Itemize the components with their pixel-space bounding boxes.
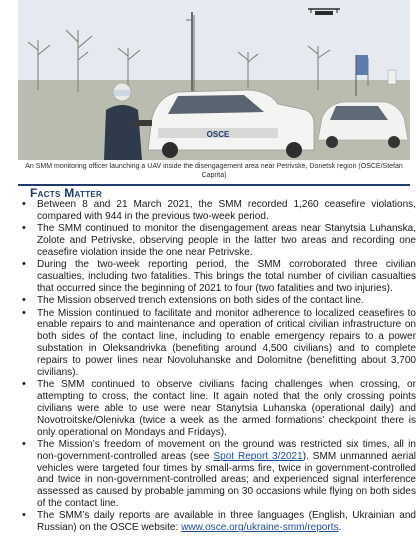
fact-item: • The Mission continued to facilitate and monitor adherence to localized ceasefires to enable repairs to and maintenance and operation of critical civilian infrastructure on both sides of the contact line, including to enable emergency repairs to a power substation in Oleksandrivka (benefiting around 4,500 civilians) and to complete repairs to power lines near Novoluhanske and Dolomitne (benefitting about 3,700 civilians). xyxy=(18,308,416,379)
fact-item: • Between 8 and 21 March 2021, the SMM recorded 1,260 ceasefire violations, compared with 944 in the previous two-week period. xyxy=(18,199,416,223)
fact-item xyxy=(18,510,416,534)
fact-text: ). SMM unmanned aerial vehicles were targeted four times by small-arms fire, twice in government-controlled and twice in non-government-controlled areas; and experienced signal interference assessed as caused by probable jamming on 30 occasions while flying on both sides of the contact line. xyxy=(37,450,417,510)
facts-list xyxy=(18,199,416,535)
fact-item: • The SMM continued to monitor the disengagement areas near Stanytsia Luhanska, Zolote and Petrivske, observing people in the latter two areas and recording one ceasefire violation inside the one near Petrivske. xyxy=(18,223,416,259)
photo-illustration xyxy=(18,0,410,160)
svg-text:OSCE: OSCE xyxy=(206,130,230,139)
section-title: Facts Matter xyxy=(30,186,103,200)
spot-report-link[interactable]: Spot Report 3/2021 xyxy=(213,450,303,462)
reports-website-link[interactable]: www.osce.org/ukraine-smm/reports xyxy=(181,522,339,534)
fact-item xyxy=(18,439,416,510)
fact-text: The SMM’s daily reports are available in three languages (English, Ukrainian and Russian) on the OSCE website: xyxy=(37,510,416,534)
fact-item: • The SMM continued to observe civilians facing challenges when crossing, or attempting to cross, the contact line. It again noted that the only crossing points civilians were able to use were near Stanytsia Luhanska (operational daily) and Novotroitske/Olenivka (twice a week as the armed formations’ checkpoint there is only operational on Mondays and Fridays). xyxy=(18,379,416,438)
fact-item: • The Mission observed trench extensions on both sides of the contact line. xyxy=(18,295,416,307)
photo-caption: An SMM monitoring officer launching a UAV inside the disengagement area near Petrivske, Donetsk region (OSCE/Stefan Caprita) xyxy=(25,163,403,179)
fact-text: The Mission’s freedom of movement on the ground was restricted six times, all in non-government-controlled areas (see xyxy=(37,438,416,462)
fact-item: • During the two-week reporting period, the SMM corroborated three civilian casualties, including two fatalities. This brings the total number of civilian casualties that occurred since the beginning of 2021 to four (two fatalities and two injuries). xyxy=(18,259,416,295)
uav-launch-photo xyxy=(18,0,410,160)
fact-text: . xyxy=(338,522,342,534)
